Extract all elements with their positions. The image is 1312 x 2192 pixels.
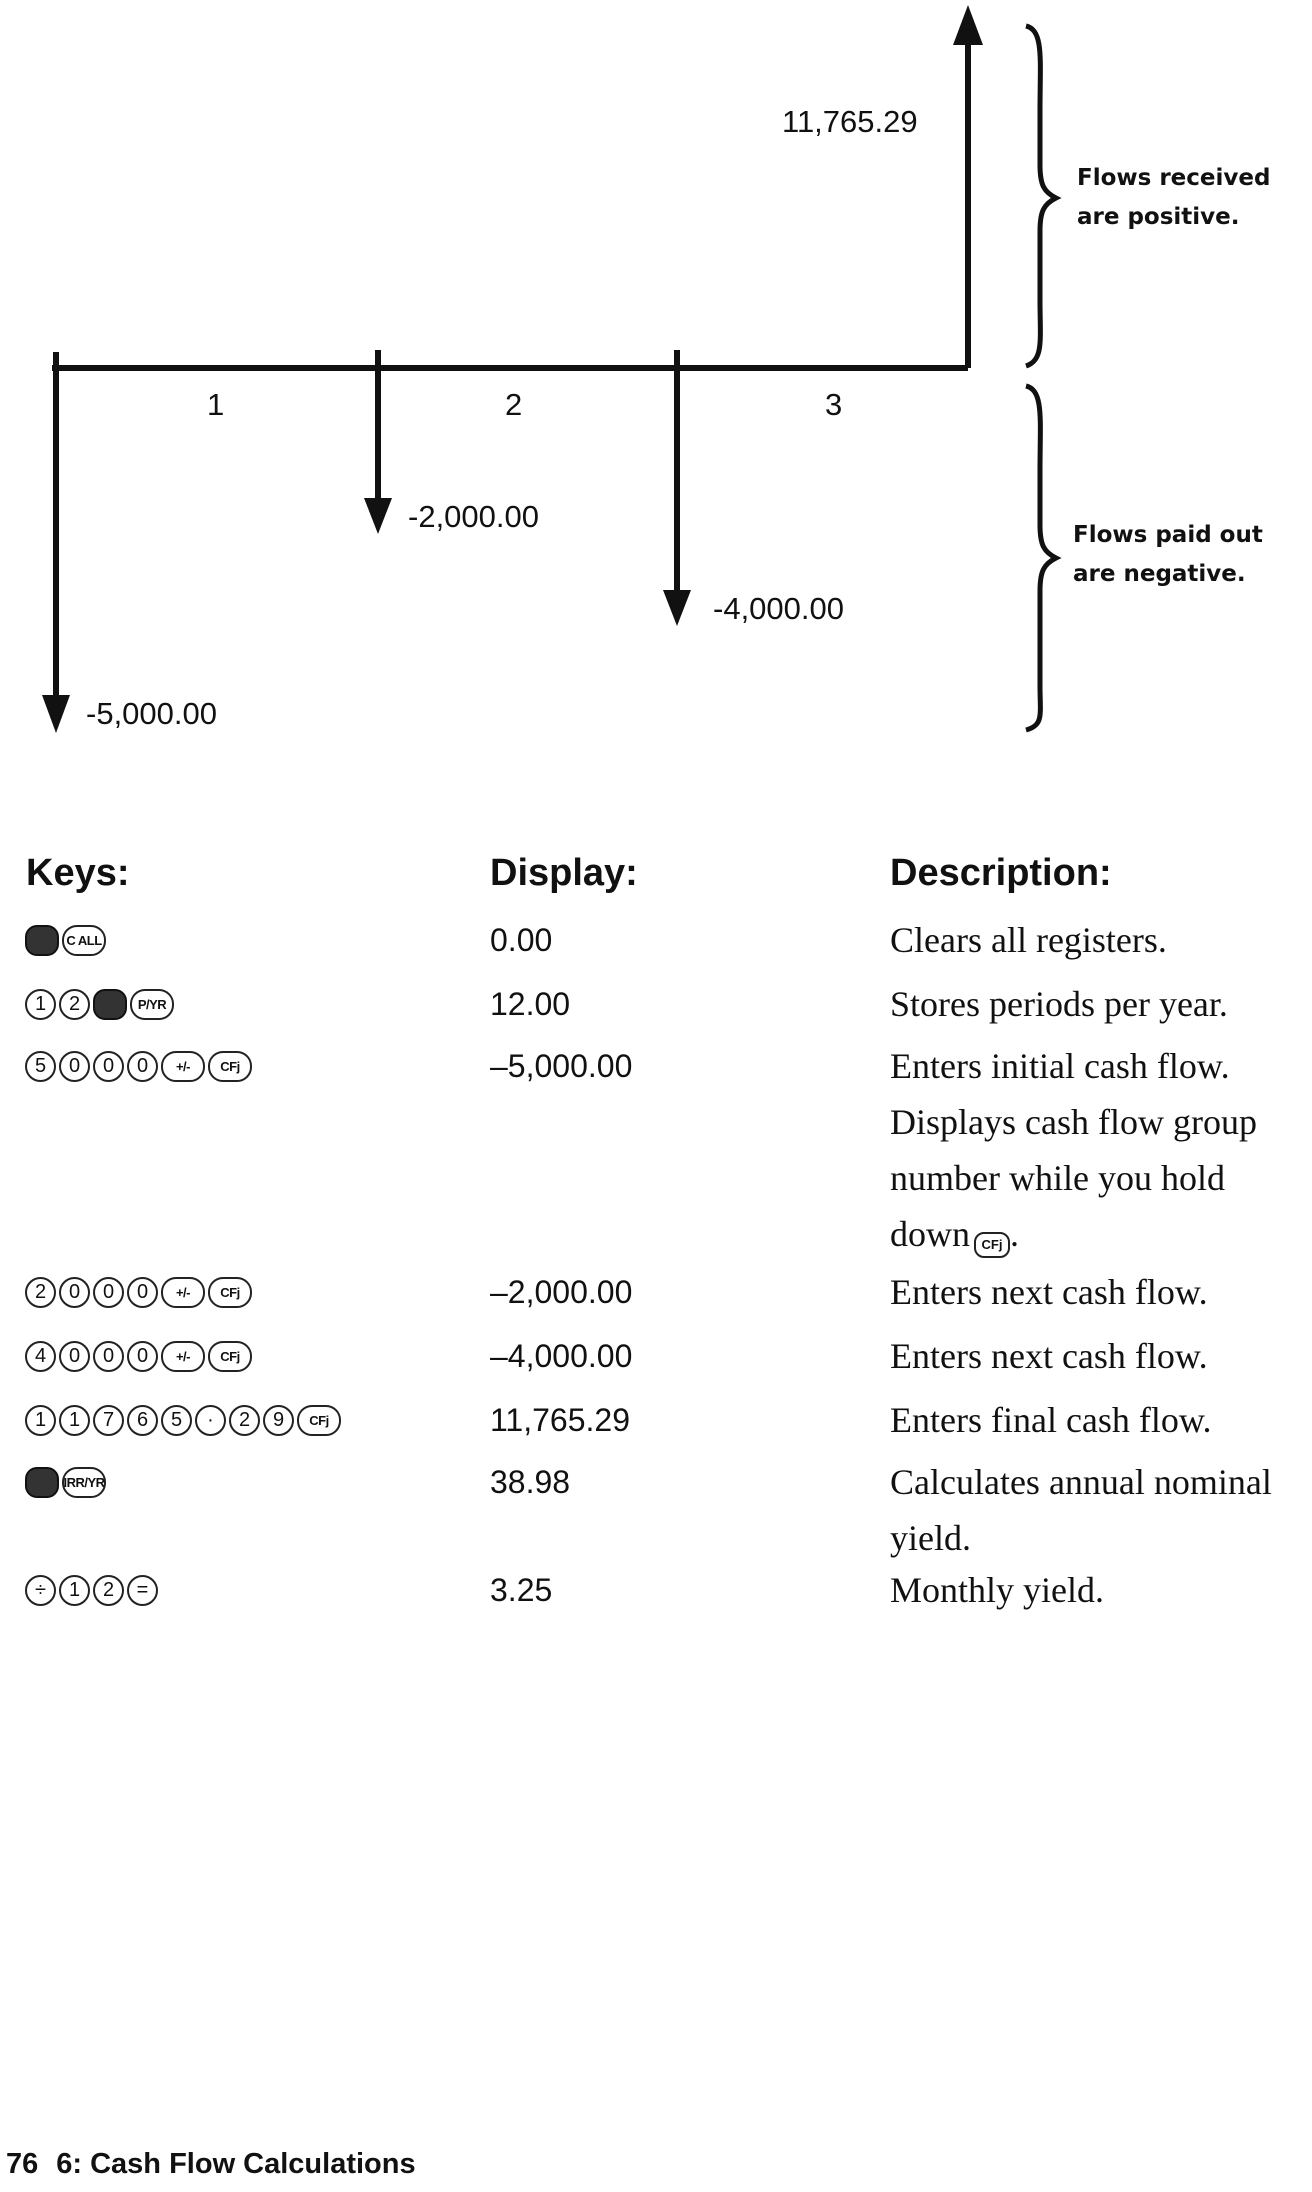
brace-negative-label-line1: Flows paid out <box>1073 522 1263 548</box>
keycap-icon: +/- <box>161 1051 205 1082</box>
row-5-display: 11,765.29 <box>490 1402 630 1438</box>
row-2-keys <box>25 1046 252 1086</box>
row-4-description-text: Enters next cash flow. <box>890 1336 1208 1376</box>
final-flow-label: 11,765.29 <box>782 104 918 139</box>
keycap-icon: 7 <box>93 1405 124 1436</box>
row-2-description <box>890 1038 1310 1262</box>
brace-positive <box>1026 26 1056 366</box>
keycap-icon: 0 <box>93 1341 124 1372</box>
keycap-icon: C ALL <box>62 925 106 956</box>
keycap-icon: 0 <box>59 1341 90 1372</box>
row-6-keys <box>25 1462 106 1502</box>
outflow-arrow-head-2 <box>663 590 691 626</box>
period-label-3: 3 <box>825 387 843 422</box>
keycap-icon: 2 <box>93 1575 124 1606</box>
keycap-icon: 2 <box>59 989 90 1020</box>
row-0-description <box>890 912 1310 968</box>
outflow-label-1: -2,000.00 <box>408 499 539 534</box>
keycap-icon: CFj <box>208 1277 252 1308</box>
row-7-keys <box>25 1570 158 1610</box>
outflow-label-0: -5,000.00 <box>86 696 217 731</box>
row-1-description-text: Stores periods per year. <box>890 984 1228 1024</box>
keycap-icon: 6 <box>127 1405 158 1436</box>
keycap-icon: 0 <box>59 1277 90 1308</box>
period-label-1: 1 <box>207 387 225 422</box>
row-1-keys <box>25 984 174 1024</box>
keycap-icon: CFj <box>297 1405 341 1436</box>
outflow-arrow-head-1 <box>364 498 392 534</box>
shift-key-icon <box>25 925 59 956</box>
page-number: 76 <box>6 2148 39 2180</box>
cfj-key-icon: CFj <box>974 1232 1010 1258</box>
keys-column-header: Keys: <box>26 852 130 894</box>
keycap-icon: CFj <box>208 1051 252 1082</box>
keycap-icon: 1 <box>25 989 56 1020</box>
keycap-icon: = <box>127 1575 158 1606</box>
keycap-icon: 9 <box>263 1405 294 1436</box>
row-2-display: –5,000.00 <box>490 1048 633 1084</box>
keycap-icon: +/- <box>161 1341 205 1372</box>
row-7-description-text: Monthly yield. <box>890 1570 1104 1610</box>
row-4-keys <box>25 1336 252 1376</box>
cash-flow-diagram <box>0 0 1312 760</box>
row-2-description-extra: Displays cash flow group number while you hold down <box>890 1102 1257 1254</box>
keycap-icon: CFj <box>208 1341 252 1372</box>
outflow-arrow-head-0 <box>42 695 70 733</box>
keycap-icon: 0 <box>127 1051 158 1082</box>
row-6-description <box>890 1454 1310 1566</box>
outflow-label-2: -4,000.00 <box>713 591 844 626</box>
row-5-description-text: Enters final cash flow. <box>890 1400 1212 1440</box>
row-1-description <box>890 976 1310 1032</box>
keycap-icon: 0 <box>127 1277 158 1308</box>
keycap-icon: 0 <box>59 1051 90 1082</box>
keycap-icon: +/- <box>161 1277 205 1308</box>
keycap-icon: 1 <box>25 1405 56 1436</box>
display-column-header: Display: <box>490 852 638 894</box>
brace-negative-label-line2: are negative. <box>1073 561 1246 587</box>
row-1-display: 12.00 <box>490 986 571 1022</box>
row-3-description <box>890 1264 1310 1320</box>
keycap-icon: ÷ <box>25 1575 56 1606</box>
row-0-description-text: Clears all registers. <box>890 920 1167 960</box>
keycap-icon: 5 <box>161 1405 192 1436</box>
shift-key-icon <box>25 1467 59 1498</box>
keycap-icon: 1 <box>59 1405 90 1436</box>
keycap-icon: 2 <box>25 1277 56 1308</box>
row-6-description-text: Calculates annual nominal yield. <box>890 1462 1272 1558</box>
row-2-description-end: . <box>1010 1214 1019 1254</box>
row-4-description <box>890 1328 1310 1384</box>
keycap-icon: 5 <box>25 1051 56 1082</box>
row-5-keys <box>25 1400 341 1440</box>
brace-positive-label-line2: are positive. <box>1077 204 1240 230</box>
keycap-icon: 0 <box>93 1051 124 1082</box>
keycap-icon: 1 <box>59 1575 90 1606</box>
brace-negative <box>1026 386 1056 730</box>
row-0-keys <box>25 920 106 960</box>
page-footer <box>6 2148 416 2181</box>
keycap-icon: 0 <box>127 1341 158 1372</box>
keycap-icon: · <box>195 1405 226 1436</box>
row-3-display: –2,000.00 <box>490 1274 633 1310</box>
keycap-icon: P/YR <box>130 989 174 1020</box>
row-4-display: –4,000.00 <box>490 1338 633 1374</box>
period-label-2: 2 <box>505 387 523 422</box>
keycap-icon: 2 <box>229 1405 260 1436</box>
row-5-description <box>890 1392 1310 1448</box>
row-6-display: 38.98 <box>490 1464 571 1500</box>
chapter-title: 6: Cash Flow Calculations <box>56 2148 416 2180</box>
row-3-keys <box>25 1272 252 1312</box>
row-7-description <box>890 1562 1310 1618</box>
keycap-icon: IRR/YR <box>62 1467 106 1498</box>
row-3-description-text: Enters next cash flow. <box>890 1272 1208 1312</box>
keycap-icon: 4 <box>25 1341 56 1372</box>
description-column-header: Description: <box>890 852 1112 894</box>
row-0-display: 0.00 <box>490 922 553 958</box>
keycap-icon: 0 <box>93 1277 124 1308</box>
brace-positive-label-line1: Flows received <box>1077 165 1271 191</box>
inflow-arrow-head <box>953 5 983 45</box>
row-2-description-text: Enters initial cash flow. <box>890 1046 1230 1086</box>
shift-key-icon <box>93 989 127 1020</box>
row-7-display: 3.25 <box>490 1572 553 1608</box>
